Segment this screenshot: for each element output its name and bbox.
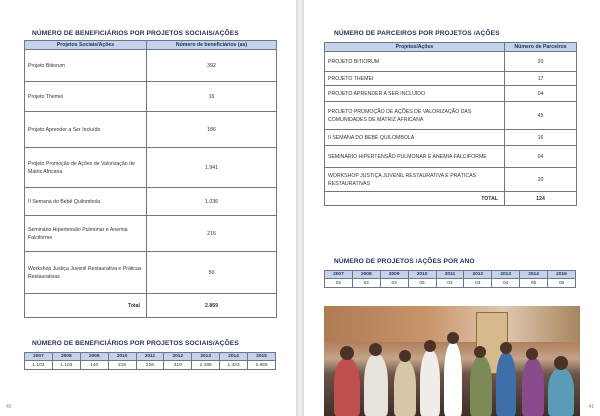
table-row (325, 52, 577, 72)
year-value: 05 (520, 279, 548, 288)
year-header: 2012 (464, 271, 492, 279)
year-value: 02 (325, 279, 353, 288)
year-header: 2015 (248, 353, 276, 361)
total-label: TOTAL (325, 192, 505, 206)
table-row (25, 50, 277, 82)
row-value: 392 (147, 50, 277, 82)
page-number: 41 (588, 404, 594, 410)
row-value: 20 (505, 168, 577, 192)
year-header: 2010 (108, 353, 136, 361)
row-value: 1.941 (147, 148, 277, 188)
page-number: 40 (6, 404, 12, 410)
year-header: 2014 (520, 271, 548, 279)
row-value: 45 (505, 102, 577, 130)
year-header: 2014 (220, 353, 248, 361)
row-value: 1.036 (147, 188, 277, 216)
row-value: 16 (147, 82, 277, 112)
row-label: II Semana do Bebê Quilombola (25, 188, 147, 216)
column-header-partners: Número de Parceiros (505, 43, 577, 52)
beneficiaries-by-year-table (24, 352, 276, 370)
table-row (25, 112, 277, 148)
year-value: 2.869 (248, 361, 276, 370)
table-row (325, 146, 577, 168)
table-row (325, 168, 577, 192)
row-label: Projeto Aprender a Ser Incluído (25, 112, 147, 148)
year-header: 2013 (192, 353, 220, 361)
row-label: PROJETO PROMOÇÃO DE AÇÕES DE VALORIZAÇÃO DAS COMUNIDADES DE MATRIZ AFRICANA (325, 102, 505, 130)
total-row (25, 294, 277, 318)
row-value: 17 (505, 72, 577, 86)
year-value: 04 (492, 279, 520, 288)
row-label: WORKSHOP JUSTIÇA JUVENIL RESTAURATIVA E PRÁTICAS RESTAURATIVAS (325, 168, 505, 192)
row-value: 16 (505, 130, 577, 146)
partners-heading: NÚMERO DE PARCEIROS POR PROJETOS /AÇÕES (334, 30, 500, 37)
total-value: 2.869 (147, 294, 277, 318)
table-row (325, 130, 577, 146)
year-header: 2010 (408, 271, 436, 279)
column-header-projects-actions: Projetos/Ações (325, 43, 505, 52)
table-row (25, 252, 277, 294)
year-value: 08 (548, 279, 576, 288)
row-value: 186 (147, 112, 277, 148)
beneficiaries-by-year-heading: NÚMERO DE BENEFICIÁRIOS POR PROJETOS SOCIAIS/AÇÕES (32, 340, 239, 347)
year-header: 2015 (548, 271, 576, 279)
row-label: Workshop Justiça Juvenil Restaurativa e Práticas Restaurativas (25, 252, 147, 294)
beneficiaries-heading: NÚMERO DE BENEFICIÁRIOS POR PROJETOS SOCIAIS/AÇÕES (32, 30, 239, 37)
year-header: 2011 (436, 271, 464, 279)
year-header: 2009 (80, 353, 108, 361)
year-value: 419 (164, 361, 192, 370)
year-value: 1.423 (220, 361, 248, 370)
partners-table (324, 42, 577, 206)
year-header: 2008 (352, 271, 380, 279)
total-value: 124 (505, 192, 577, 206)
row-label: PROJETO APRENDER A SER INCLUÍDO (325, 86, 505, 102)
table-row (325, 72, 577, 86)
row-label: PROJETO BITIORUM (325, 52, 505, 72)
projects-by-year-heading: NÚMERO DE PROJETOS /AÇÕES POR ANO (334, 258, 475, 265)
year-value: 1.103 (52, 361, 80, 370)
year-value: 1.488 (192, 361, 220, 370)
year-header: 2007 (325, 271, 353, 279)
year-value: 03 (380, 279, 408, 288)
table-row (25, 148, 277, 188)
total-label: Total (25, 294, 147, 318)
beneficiaries-table (24, 40, 277, 318)
row-label: Projeto Themei (25, 82, 147, 112)
row-value: 50 (147, 252, 277, 294)
table-row (325, 102, 577, 130)
year-value: 140 (80, 361, 108, 370)
row-value: 04 (505, 86, 577, 102)
total-row (325, 192, 577, 206)
year-value: 226 (136, 361, 164, 370)
year-value: 1.103 (25, 361, 53, 370)
year-value: 05 (408, 279, 436, 288)
left-page (0, 0, 296, 416)
year-header: 2009 (380, 271, 408, 279)
row-label: Projeto Bitiorum (25, 50, 147, 82)
year-value: 03 (464, 279, 492, 288)
row-value: 20 (505, 52, 577, 72)
row-label: SEMINÁRIO HIPERTENSÃO PULMONAR E ANEMIA FALCIFORME (325, 146, 505, 168)
row-value: 216 (147, 216, 277, 252)
right-page (304, 0, 600, 416)
table-row (325, 86, 577, 102)
row-label: PROJETO THEMEI (325, 72, 505, 86)
year-value: 215 (108, 361, 136, 370)
year-header: 2012 (164, 353, 192, 361)
year-header: 2011 (136, 353, 164, 361)
column-header-projects: Projetos Sociais/Ações (25, 41, 147, 50)
table-row (25, 82, 277, 112)
group-photo (324, 306, 580, 416)
row-label: Seminário Hipertensão Pulmonar e Anemia Falciforme (25, 216, 147, 252)
table-row (25, 188, 277, 216)
year-header: 2013 (492, 271, 520, 279)
row-label: Projeto Promoção de Ações de Valorização de Matriz Africana (25, 148, 147, 188)
year-header: 2008 (52, 353, 80, 361)
year-value: 03 (436, 279, 464, 288)
year-header: 2007 (25, 353, 53, 361)
row-value: 04 (505, 146, 577, 168)
column-header-beneficiaries: Número de beneficiários (as) (147, 41, 277, 50)
year-value: 02 (352, 279, 380, 288)
row-label: II SEMANA DO BEBÊ QUILOMBOLA (325, 130, 505, 146)
book-gutter (296, 0, 304, 416)
table-row (25, 216, 277, 252)
projects-by-year-table (324, 270, 576, 288)
